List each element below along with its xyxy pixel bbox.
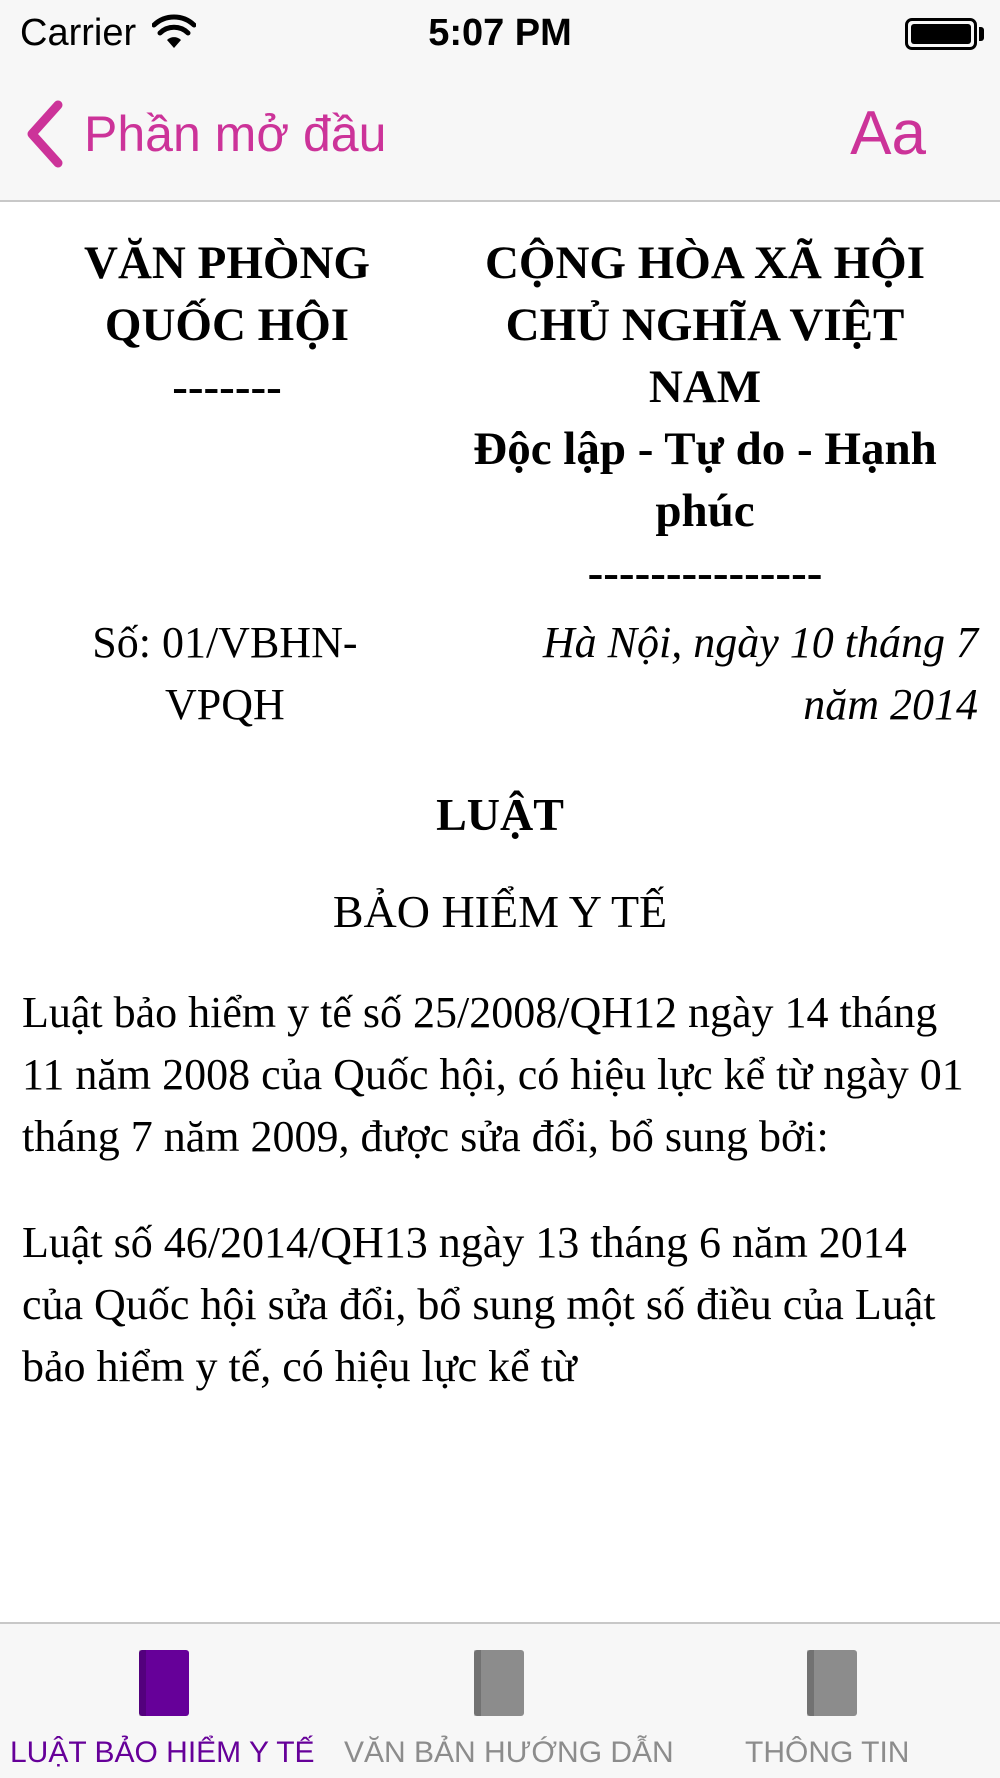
book-icon <box>471 1646 529 1720</box>
tab-bar <box>0 1622 1000 1778</box>
back-button-label: Phần mở đầu <box>84 106 387 162</box>
document-content[interactable] <box>0 204 1000 1466</box>
national-motto-divider: --------------- <box>587 547 823 599</box>
document-header <box>0 204 1000 604</box>
tab-thong-tin[interactable] <box>670 1624 1000 1778</box>
back-button[interactable] <box>22 94 386 174</box>
national-motto-line: CHỦ NGHĨA VIỆT <box>505 299 905 351</box>
document-number <box>22 612 428 736</box>
clock: 5:07 PM <box>428 12 572 54</box>
document-paragraph: Luật số 46/2014/QH13 ngày 13 tháng 6 năm 2014 của Quốc hội sửa đổi, bổ sung một số điều của Luật bảo hiểm y tế, có hiệu lực kể từ <box>22 1218 936 1391</box>
national-motto-line: phúc <box>655 485 755 537</box>
tab-label: THÔNG TIN <box>745 1736 910 1769</box>
battery-icon <box>905 18 977 50</box>
document-meta <box>0 612 1000 736</box>
document-date <box>428 612 978 736</box>
issuing-agency <box>22 232 432 604</box>
status-bar <box>0 0 1000 70</box>
tab-label: LUẬT BẢO HIỂM Y TẾ <box>10 1736 315 1769</box>
issuing-agency-line: QUỐC HỘI <box>104 299 350 351</box>
font-size-button[interactable]: Aa <box>850 99 926 168</box>
book-icon <box>136 1646 194 1720</box>
navigation-bar <box>0 70 1000 202</box>
national-motto-line: CỘNG HÒA XÃ HỘI <box>484 237 925 289</box>
chevron-left-icon <box>22 99 66 169</box>
tab-luat-bao-hiem-y-te[interactable] <box>0 1624 330 1778</box>
document-date-line: năm 2014 <box>803 680 978 729</box>
national-motto <box>432 232 978 604</box>
tab-van-ban-huong-dan[interactable] <box>330 1624 674 1778</box>
national-motto-line: NAM <box>648 361 762 413</box>
document-number-line: VPQH <box>164 680 285 729</box>
issuing-agency-line: VĂN PHÒNG <box>84 237 370 289</box>
battery-tip <box>979 27 984 41</box>
book-icon <box>804 1646 862 1720</box>
issuing-agency-divider: ------- <box>172 361 282 413</box>
tab-label: VĂN BẢN HƯỚNG DẪN <box>344 1736 674 1769</box>
document-title: BẢO HIỂM Y TẾ <box>332 886 668 937</box>
carrier-label: Carrier <box>20 12 137 54</box>
document-date-line: Hà Nội, ngày 10 tháng 7 <box>542 618 978 667</box>
national-motto-line: Độc lập - Tự do - Hạnh <box>473 423 937 475</box>
document-paragraph: Luật bảo hiểm y tế số 25/2008/QH12 ngày 14 tháng 11 năm 2008 của Quốc hội, có hiệu lực kể từ ngày 01 tháng 7 năm 2009, được sửa đổi, bổ sung bởi: <box>22 988 964 1161</box>
document-type: LUẬT <box>436 789 564 840</box>
document-number-line: Số: 01/VBHN- <box>92 618 358 667</box>
